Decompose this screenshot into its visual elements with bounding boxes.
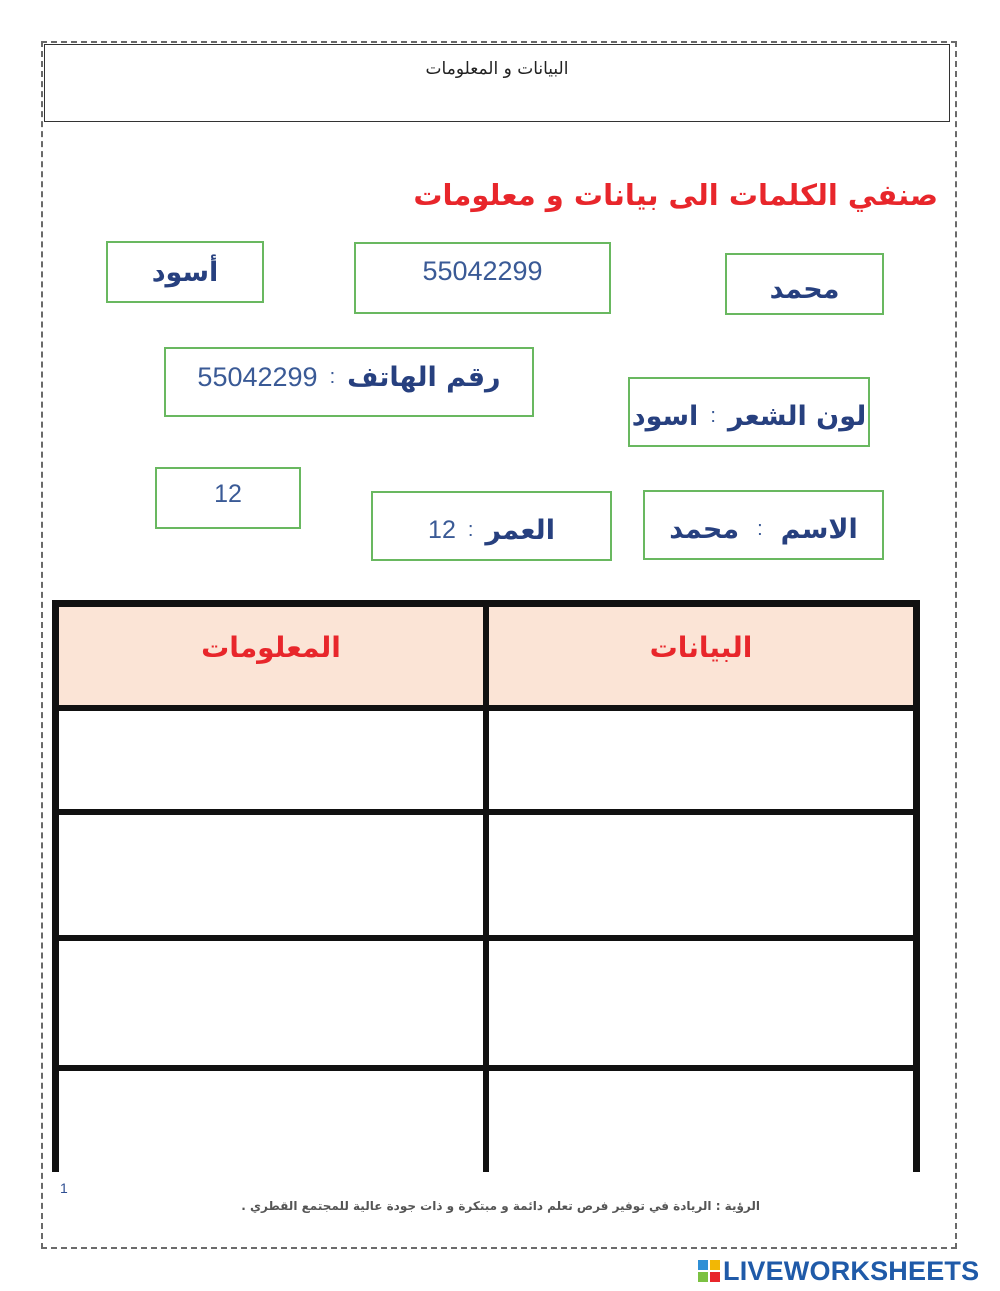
card-text: محمد: [769, 273, 840, 305]
card-phone-info[interactable]: [164, 347, 534, 417]
card-label: العمر: [485, 514, 555, 546]
vision-footer: الرؤية : الريادة في توفير فرص تعلم دائمة و مبتكرة و ذات جودة عالية للمجتمع القطري .: [241, 1199, 760, 1213]
card-color-black[interactable]: [106, 241, 264, 303]
data-drop-cell[interactable]: [489, 941, 913, 1065]
card-value: 55042299: [197, 361, 318, 392]
liveworksheets-logo: [698, 1257, 979, 1285]
card-hair-info[interactable]: [628, 377, 870, 447]
logo-block: [710, 1260, 720, 1270]
card-phone-number[interactable]: [354, 242, 611, 314]
logo-blocks-icon: [698, 1260, 720, 1282]
card-name-value[interactable]: [725, 253, 884, 315]
card-value: محمد: [669, 513, 740, 545]
data-drop-cell[interactable]: [489, 711, 913, 809]
card-text: أسود: [151, 256, 219, 288]
card-separator: :: [757, 517, 763, 540]
column-header-info: المعلومات: [59, 607, 483, 705]
page-number: 1: [60, 1180, 68, 1196]
info-drop-cell[interactable]: [59, 1071, 483, 1197]
card-label: رقم الهاتف: [347, 361, 501, 393]
card-name-info[interactable]: [643, 490, 884, 560]
card-age-number[interactable]: [155, 467, 301, 529]
header-box: [44, 44, 950, 122]
logo-block: [710, 1272, 720, 1282]
classification-table: [52, 600, 920, 1172]
logo-block: [698, 1272, 708, 1282]
card-value: اسود: [631, 400, 699, 432]
page-title: البيانات و المعلومات: [425, 59, 569, 79]
column-header-data: البيانات: [489, 607, 913, 705]
card-text: 55042299: [422, 256, 543, 286]
card-value: 12: [428, 515, 456, 544]
card-age-info[interactable]: [371, 491, 612, 561]
data-drop-cell[interactable]: [489, 1071, 913, 1197]
card-label: الاسم: [780, 513, 858, 545]
card-text: 12: [214, 479, 242, 508]
instruction-text: صنفي الكلمات الى بيانات و معلومات: [413, 178, 938, 212]
info-drop-cell[interactable]: [59, 941, 483, 1065]
info-drop-cell[interactable]: [59, 815, 483, 935]
logo-text: LIVEWORKSHEETS: [723, 1255, 980, 1286]
card-separator: :: [710, 404, 716, 427]
card-label: لون الشعر: [727, 400, 867, 432]
card-separator: :: [329, 365, 336, 388]
logo-block: [698, 1260, 708, 1270]
card-separator: :: [467, 518, 474, 541]
info-drop-cell[interactable]: [59, 711, 483, 809]
data-drop-cell[interactable]: [489, 815, 913, 935]
